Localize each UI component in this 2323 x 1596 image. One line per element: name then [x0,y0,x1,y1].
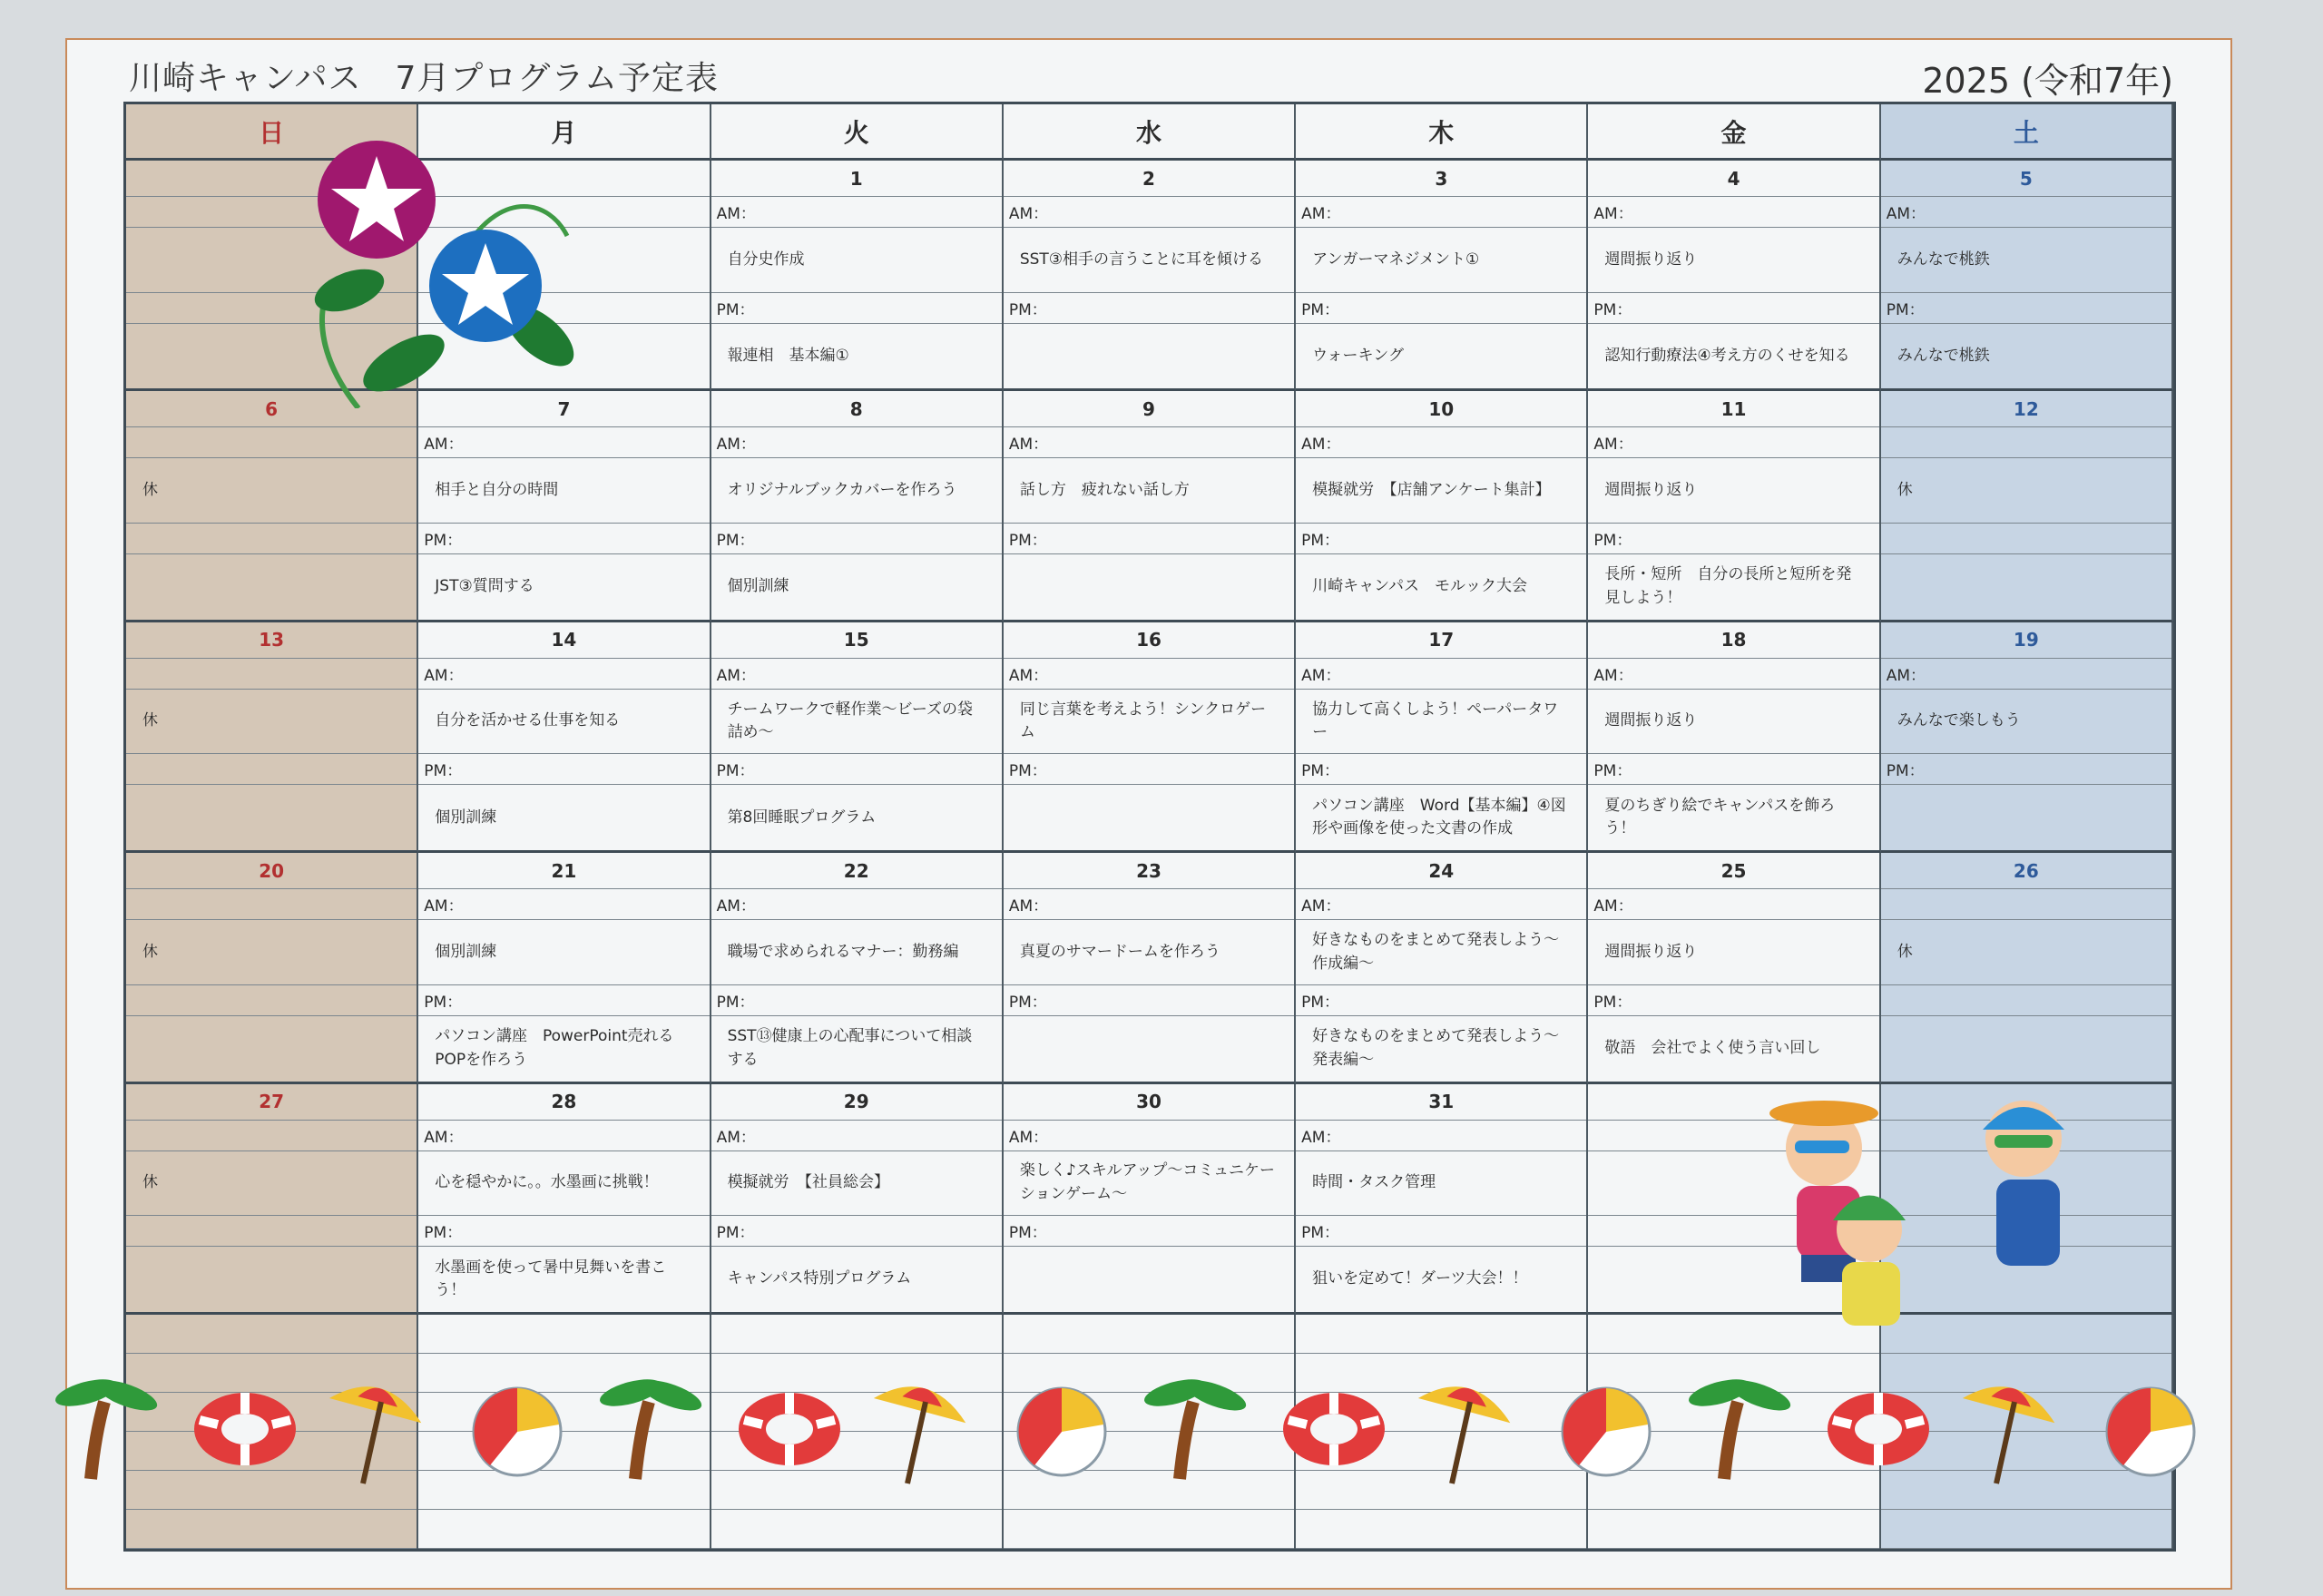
am-label: AM： [1004,427,1294,458]
pm-label [418,293,709,324]
am-activity: 休 [126,458,417,524]
pm-label: PM： [711,293,1002,324]
pm-activity [126,554,417,620]
weekday-header-sun: 日 [126,104,418,161]
am-label [1881,427,2171,458]
am-activity: オリジナルブックカバーを作ろう [711,458,1002,524]
am-label [126,659,417,690]
pm-activity: 個別訓練 [727,577,789,596]
day-number: 25 [1588,853,1878,889]
day-cell [126,853,418,1083]
pm-label: PM： [1588,524,1878,554]
swim-ring-icon [739,1393,840,1465]
day-number: 1 [711,161,1002,197]
am-label [1881,1121,2171,1151]
pm-activity [1004,1247,1294,1312]
am-label: AM： [1588,197,1878,228]
day-number: 31 [1296,1084,1586,1121]
pm-activity [1004,785,1294,850]
am-label: AM： [711,197,1002,228]
am-activity: 自分を活かせる仕事を知る [418,690,709,755]
pm-activity [126,324,417,389]
am-activity: 週間振り返り [1588,920,1878,985]
pm-activity: 好きなものをまとめて発表しよう～発表編～ [1312,1027,1560,1069]
day-number: 4 [1588,161,1878,197]
pm-activity [1004,1016,1294,1082]
pm-label: PM： [1296,293,1586,324]
pm-activity: キャンパス特別プログラム [727,1269,912,1288]
pm-activity: 第8回睡眠プログラム [727,808,877,827]
pm-activity [126,785,417,850]
day-number [1588,1084,1878,1121]
pm-activity: SST⑬健康上の心配事について相談する [727,1027,973,1069]
day-cell [711,622,1004,853]
beach-ball-icon [1018,1388,1105,1475]
am-activity: 週間振り返り [1588,228,1878,293]
pm-label: PM： [711,754,1002,785]
am-label [126,427,417,458]
day-number: 18 [1588,622,1878,659]
am-activity: 心を穏やかに。。水墨画に挑戦！ [418,1151,709,1217]
weekday-header-thu: 木 [1296,104,1588,161]
am-label: AM： [1004,659,1294,690]
day-cell [1296,391,1588,622]
pm-activity [1881,554,2171,620]
am-activity: 好きなものをまとめて発表しよう～作成編～ [1296,920,1586,985]
am-activity: 時間・タスク管理 [1296,1151,1586,1217]
day-number: 8 [711,391,1002,427]
day-cell [418,391,711,622]
am-activity: 休 [1881,920,2171,985]
am-activity: 休 [1881,458,2171,524]
summer-banner [36,1361,2223,1488]
day-cell [1881,853,2173,1083]
pm-label: PM： [418,1216,709,1247]
am-label [126,1121,417,1151]
pm-activity: 夏のちぎり絵でキャンパスを飾ろう！ [1604,796,1836,838]
day-cell [711,391,1004,622]
pm-activity [126,1247,417,1312]
am-activity: みんなで楽しもう [1881,690,2171,755]
palm-tree-icon [1686,1374,1794,1479]
day-cell [126,1084,418,1315]
weekday-header-fri: 金 [1588,104,1880,161]
day-number: 13 [126,622,417,659]
day-cell [1004,622,1296,853]
day-number: 3 [1296,161,1586,197]
pm-label: PM： [1004,524,1294,554]
day-number: 5 [1881,161,2171,197]
pm-label: PM： [1881,754,2171,785]
am-label [126,197,417,228]
day-cell [711,853,1004,1083]
weekday-header-wed: 水 [1004,104,1296,161]
pm-label [126,985,417,1016]
am-activity: 週間振り返り [1588,458,1878,524]
beach-ball-icon [1563,1388,1650,1475]
am-label [418,197,709,228]
pm-activity [418,324,709,389]
day-number: 7 [418,391,709,427]
pm-label: PM： [418,985,709,1016]
am-label: AM： [1004,889,1294,920]
pm-activity [1588,1247,1878,1312]
beach-ball-icon [2107,1388,2194,1475]
pm-activity: 長所・短所 自分の長所と短所を発見しよう！ [1604,565,1852,607]
day-number: 21 [418,853,709,889]
am-label [126,889,417,920]
am-activity [1588,1151,1878,1217]
day-number: 22 [711,853,1002,889]
pm-label [126,754,417,785]
pm-activity [1881,785,2171,850]
day-cell [418,622,711,853]
pm-label: PM： [1881,293,2171,324]
pm-label: PM： [711,1216,1002,1247]
pm-activity: 敬語 会社でよく使う言い回し [1604,1038,1821,1057]
day-cell [711,1084,1004,1315]
am-activity: 同じ言葉を考えよう！シンクロゲーム [1004,690,1294,755]
pm-label [126,293,417,324]
day-cell [126,391,418,622]
day-cell [1004,1084,1296,1315]
pm-activity: 水墨画を使って暑中見舞いを書こう！ [435,1258,667,1300]
pm-label: PM： [1004,1216,1294,1247]
day-cell [1881,622,2173,853]
am-activity: アンガーマネジメント① [1296,228,1586,293]
am-label: AM： [1004,1121,1294,1151]
day-number: 17 [1296,622,1586,659]
page-title: 川崎キャンパス 7月プログラム予定表 [129,60,720,97]
day-cell [711,161,1004,391]
pm-label: PM： [1004,293,1294,324]
day-cell [1588,161,1880,391]
pm-label: PM： [1588,293,1878,324]
am-label: AM： [711,659,1002,690]
day-number: 6 [126,391,417,427]
am-activity: 協力して高くしよう！ペーパータワー [1296,690,1586,755]
am-activity [418,228,709,293]
beach-umbrella-icon [1418,1376,1516,1483]
am-activity: SST③相手の言うことに耳を傾ける [1004,228,1294,293]
pm-label [126,1216,417,1247]
weekday-header-sat: 土 [1881,104,2173,161]
pm-activity: パソコン講座 Word【基本編】④図形や画像を使った文書の作成 [1312,796,1566,838]
day-number [126,161,417,197]
am-activity: チームワークで軽作業～ビーズの袋詰め～ [711,690,1002,755]
swim-ring-icon [1828,1393,1929,1465]
day-number [418,161,709,197]
pm-activity: 報連相 基本編① [727,346,849,365]
am-label: AM： [711,889,1002,920]
day-number: 29 [711,1084,1002,1121]
am-activity: 休 [126,920,417,985]
am-label: AM： [1296,197,1586,228]
pm-activity: 川崎キャンパス モルック大会 [1312,577,1527,596]
am-activity: 休 [126,690,417,755]
day-cell [418,1084,711,1315]
day-cell [1588,391,1880,622]
pm-label: PM： [1004,985,1294,1016]
am-label: AM： [1296,1121,1586,1151]
pm-label: PM： [1296,754,1586,785]
am-activity [126,228,417,293]
pm-activity [1881,1016,2171,1082]
pm-label [1588,1216,1878,1247]
pm-activity [126,1016,417,1082]
day-number: 9 [1004,391,1294,427]
calendar-grid [123,102,2176,1552]
day-cell [1296,1084,1588,1315]
pm-label: PM： [418,524,709,554]
pm-activity: 個別訓練 [435,808,497,827]
pm-activity: ウォーキング [1312,346,1404,365]
am-label: AM： [1004,197,1294,228]
day-cell [1296,853,1588,1083]
day-number: 10 [1296,391,1586,427]
beach-umbrella-icon [329,1376,427,1483]
am-activity: 相手と自分の時間 [418,458,709,524]
am-label: AM： [1588,659,1878,690]
pm-activity: みんなで桃鉄 [1897,346,1990,365]
pm-activity: 認知行動療法④考え方のくせを知る [1604,346,1850,365]
pm-label [1881,524,2171,554]
pm-activity [1881,1247,2171,1312]
day-cell [1004,853,1296,1083]
beach-umbrella-icon [1963,1376,2061,1483]
am-label: AM： [418,1121,709,1151]
palm-tree-icon [53,1374,161,1479]
day-cell [126,622,418,853]
day-number: 11 [1588,391,1878,427]
pm-label: PM： [1004,754,1294,785]
day-number: 28 [418,1084,709,1121]
swim-ring-icon [194,1393,296,1465]
pm-label: PM： [711,524,1002,554]
pm-label: PM： [418,754,709,785]
pm-activity [1004,324,1294,389]
swim-ring-icon [1283,1393,1385,1465]
day-number: 27 [126,1084,417,1121]
pm-label [126,524,417,554]
day-number: 26 [1881,853,2171,889]
day-cell [1296,161,1588,391]
day-number: 23 [1004,853,1294,889]
pm-label: PM： [1296,524,1586,554]
am-label: AM： [418,889,709,920]
pm-activity: パソコン講座 PowerPoint売れるPOPを作ろう [435,1027,674,1069]
am-activity: 真夏のサマードームを作ろう [1004,920,1294,985]
am-label: AM： [1296,889,1586,920]
am-activity: 休 [126,1151,417,1217]
am-activity: 模擬就労 【社員総会】 [711,1151,1002,1217]
day-cell [418,853,711,1083]
day-cell [1881,391,2173,622]
day-number: 12 [1881,391,2171,427]
day-cell [1296,622,1588,853]
palm-tree-icon [1142,1374,1250,1479]
day-cell [1881,161,2173,391]
day-number: 16 [1004,622,1294,659]
am-activity: 楽しく♪スキルアップ～コミュニケーションゲーム～ [1004,1151,1294,1217]
am-activity: 自分史作成 [711,228,1002,293]
beach-umbrella-icon [874,1376,972,1483]
day-cell [1881,1084,2173,1315]
pm-activity: JST③質問する [435,577,534,596]
day-number: 2 [1004,161,1294,197]
am-label: AM： [1588,427,1878,458]
am-label: AM： [418,659,709,690]
day-number [1881,1084,2171,1121]
am-label: AM： [1588,889,1878,920]
am-label [1881,889,2171,920]
beach-ball-icon [474,1388,561,1475]
am-label [1588,1121,1878,1151]
pm-label: PM： [1296,985,1586,1016]
day-cell [1588,622,1880,853]
am-activity: 話し方 疲れない話し方 [1004,458,1294,524]
pm-activity: 狙いを定めて！ダーツ大会！！ [1312,1269,1528,1288]
palm-tree-icon [597,1374,705,1479]
am-activity [1881,1151,2171,1217]
day-number: 20 [126,853,417,889]
am-label: AM： [1296,427,1586,458]
pm-label: PM： [1588,985,1878,1016]
pm-label [1881,985,2171,1016]
day-cell [126,161,418,391]
pm-label: PM： [1296,1216,1586,1247]
am-label: AM： [1881,659,2171,690]
day-number: 24 [1296,853,1586,889]
am-activity: 模擬就労 【店舗アンケート集計】 [1296,458,1586,524]
am-activity: 週間振り返り [1588,690,1878,755]
year-label: 2025 (令和7年) [1922,61,2173,101]
day-number: 15 [711,622,1002,659]
weekday-header-mon: 月 [418,104,711,161]
am-activity: 職場で求められるマナー：勤務編 [711,920,1002,985]
weekday-header-tue: 火 [711,104,1004,161]
am-label: AM： [711,427,1002,458]
am-label: AM： [1881,197,2171,228]
pm-label [1881,1216,2171,1247]
day-cell [1004,161,1296,391]
day-cell [418,161,711,391]
day-cell [1588,1084,1880,1315]
day-cell [1588,853,1880,1083]
pm-label: PM： [711,985,1002,1016]
am-label: AM： [418,427,709,458]
am-label: AM： [1296,659,1586,690]
day-number: 14 [418,622,709,659]
day-number: 19 [1881,622,2171,659]
am-activity: 個別訓練 [418,920,709,985]
am-activity: みんなで桃鉄 [1881,228,2171,293]
day-cell [1004,391,1296,622]
pm-label: PM： [1588,754,1878,785]
day-number: 30 [1004,1084,1294,1121]
pm-activity [1004,554,1294,620]
am-label: AM： [711,1121,1002,1151]
